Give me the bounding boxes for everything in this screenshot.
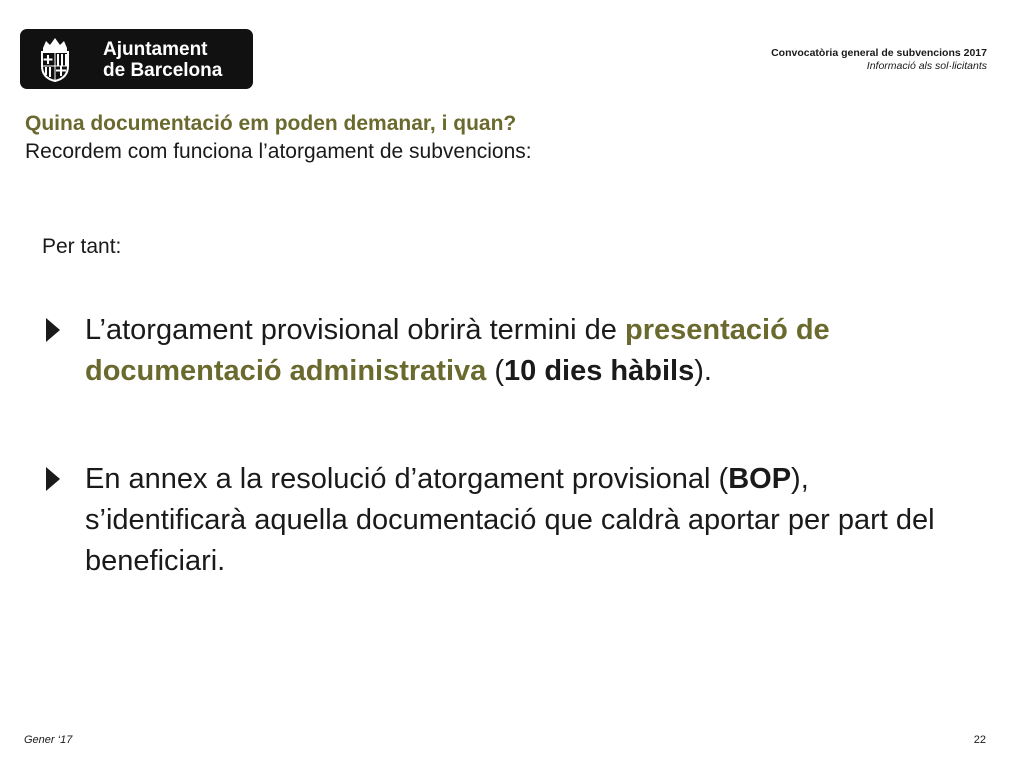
bullet-1-highlight-1: presentació de documentació administrativa (85, 314, 830, 387)
bullet-1-part-3: ). (694, 355, 712, 387)
bullet-text-1 (85, 310, 975, 392)
logo-line-2: de Barcelona (103, 60, 223, 81)
bullet-1-part-1: L’atorgament provisional obrirà termini de (85, 314, 625, 346)
bullet-item-1 (45, 310, 975, 392)
logo-wordmark (103, 39, 222, 81)
bullet-2-highlight-1: BOP (728, 463, 792, 495)
ajuntament-logo (20, 29, 253, 89)
bullet-item-2 (45, 459, 975, 582)
slide-question: Quina documentació em poden demanar, i quan? (25, 112, 517, 135)
bullet-1-part-2: ( (486, 355, 504, 387)
header-info (771, 47, 987, 73)
bullet-2-part-2: ), s’identificarà aquella documentació que caldrà aportar per part del beneficiari. (85, 463, 935, 577)
triangle-bullet-icon (45, 466, 61, 492)
logo-line-1: Ajuntament (103, 39, 208, 60)
page-number: 22 (973, 734, 986, 746)
header-title: Convocatòria general de subvencions 2017 (771, 47, 987, 59)
triangle-bullet-icon (45, 317, 61, 343)
footer-date: Gener ‘17 (24, 734, 73, 746)
header-subtitle: Informació als sol·licitants (866, 60, 987, 72)
bullet-text-2 (85, 459, 975, 582)
bullet-2-part-1: En annex a la resolució d’atorgament provisional ( (85, 463, 729, 495)
barcelona-shield-icon (30, 34, 80, 84)
slide-intro: Recordem com funciona l’atorgament de subvencions: (25, 140, 532, 163)
slide-lead: Per tant: (42, 235, 122, 258)
bullet-1-highlight-2: 10 dies hàbils (504, 355, 695, 387)
